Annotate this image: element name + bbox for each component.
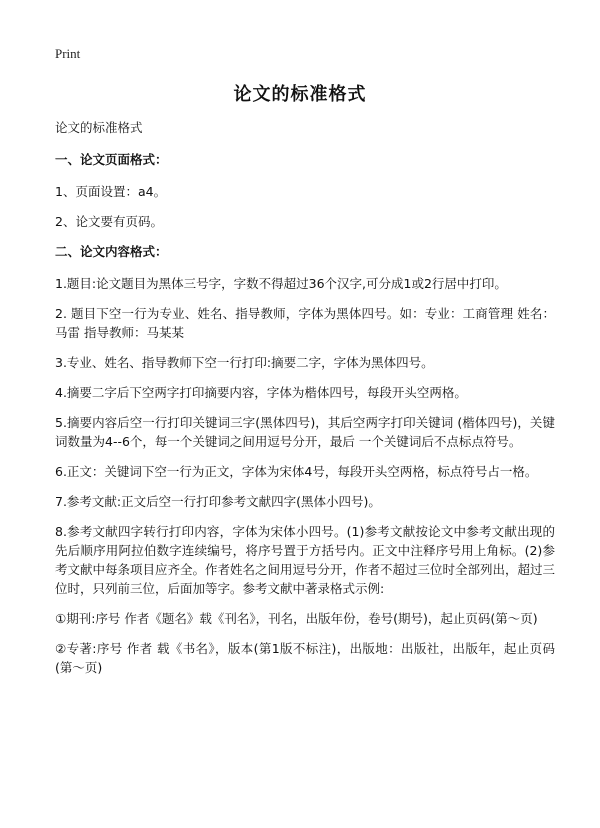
page-title: 论文的标准格式 <box>233 84 367 105</box>
paragraph-references-heading-rule: 7.参考文献:正文后空一行打印参考文献四字(黑体小四号)。 <box>55 494 381 509</box>
paragraph-keywords-rule: 5.摘要内容后空一行打印关键词三字(黑体四号)，其后空两字打印关键词 (楷体四号)，关键词数量为4--6个，每一个关键词之间用逗号分开，最后 一个关键词后不点标点符号。 <box>55 415 555 449</box>
paragraph-title-rule: 1.题目:论文题目为黑体三号字，字数不得超过36个汉字,可分成1或2行居中打印。 <box>55 276 507 291</box>
section-heading-page-format: 一、论文页面格式： <box>55 152 168 167</box>
document-body <box>55 118 555 688</box>
paragraph-abstract-content-rule: 4.摘要二字后下空两字打印摘要内容，字体为楷体四号，每段开头空两格。 <box>55 385 467 400</box>
paragraph-page-numbers: 2、论文要有页码。 <box>55 214 163 229</box>
paragraph-page-setup: 1、页面设置：a4。 <box>55 184 167 199</box>
print-link[interactable]: Print <box>55 46 81 61</box>
paragraph-author-rule: 2. 题目下空一行为专业、姓名、指导教师，字体为黑体四号。如：专业：工商管理 姓名：马雷 指导教师：马某某 <box>55 306 555 340</box>
paragraph-body-rule: 6.正文：关键词下空一行为正文，字体为宋体4号，每段开头空两格，标点符号占一格。 <box>55 464 538 479</box>
paragraph-journal-format: ①期刊:序号 作者《题名》载《刊名》，刊名，出版年份，卷号(期号)，起止页码(第～页) <box>55 611 538 626</box>
document-subtitle: 论文的标准格式 <box>55 120 143 135</box>
section-heading-content-format: 二、论文内容格式： <box>55 244 168 259</box>
paragraph-monograph-format: ②专著:序号 作者 载《书名》，版本(第1版不标注)，出版地：出版社，出版年，起止页码(第～页) <box>55 641 555 675</box>
paragraph-references-content-rule: 8.参考文献四字转行打印内容，字体为宋体小四号。(1)参考文献按论文中参考文献出现的先后顺序用阿拉伯数字连续编号，将序号置于方括号内。正文中注释序号用上角标。(2)参考文献中每条项目应齐全。作者姓名之间用逗号分开，作者不超过三位时全部列出，超过三位时，只列前三位，后面加等字。参考文献中著录格式示例: <box>55 524 556 596</box>
paragraph-abstract-heading-rule: 3.专业、姓名、指导教师下空一行打印:摘要二字，字体为黑体四号。 <box>55 355 434 370</box>
